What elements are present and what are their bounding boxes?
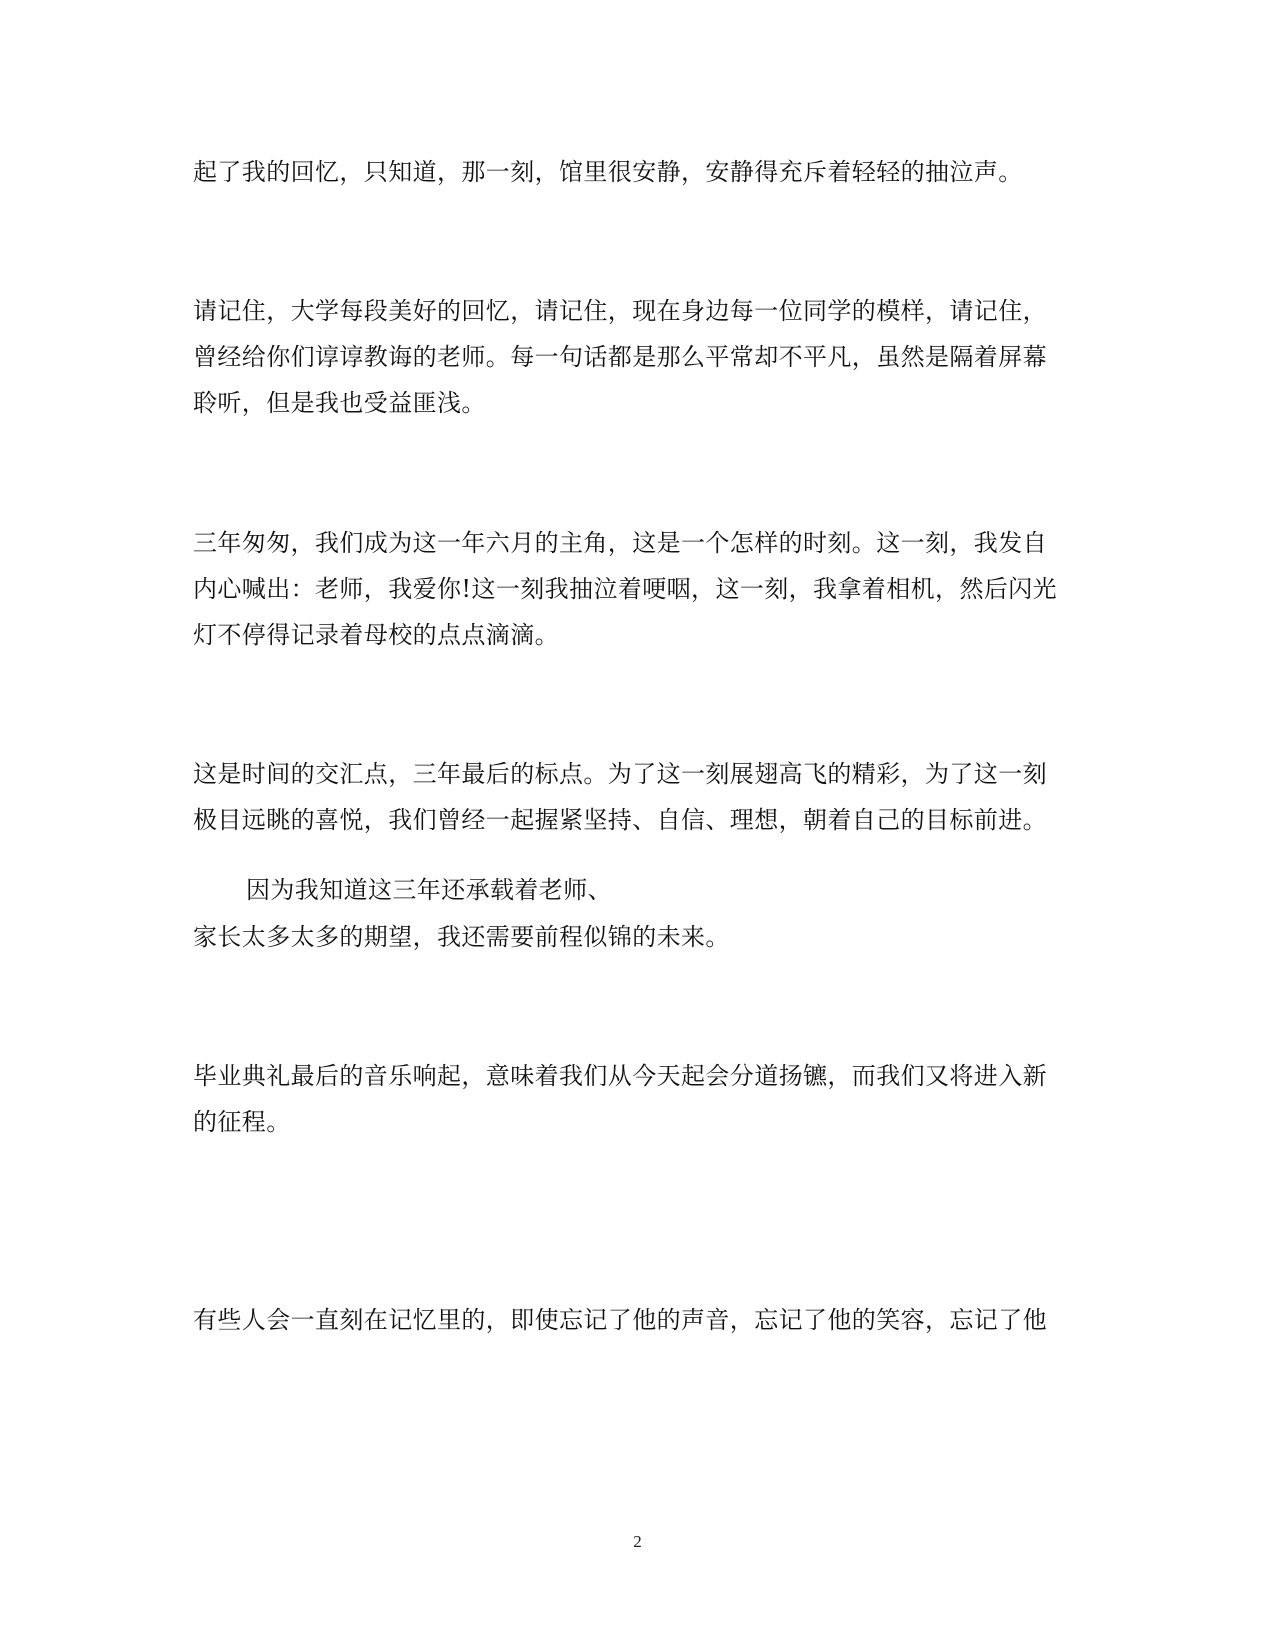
text-line: 灯不停得记录着母校的点点滴滴。 <box>193 621 559 649</box>
text-line: 这是时间的交汇点，三年最后的标点。为了这一刻展翅高飞的精彩，为了这一刻 <box>193 760 1047 788</box>
text-line: 的征程。 <box>193 1108 291 1136</box>
text-line: 起了我的回忆，只知道，那一刻，馆里很安静，安静得充斥着轻轻的抽泣声。 <box>193 158 1023 186</box>
text-line: 因为我知道这三年还承载着老师、 <box>246 876 612 904</box>
text-line: 请记住，大学每段美好的回忆，请记住，现在身边每一位同学的模样，请记住， <box>193 297 1047 325</box>
text-line: 聆听，但是我也受益匪浅。 <box>193 389 486 417</box>
text-line: 家长太多太多的期望，我还需要前程似锦的未来。 <box>193 923 730 951</box>
text-line: 曾经给你们谆谆教诲的老师。每一句话都是那么平常却不平凡，虽然是隔着屏幕 <box>193 343 1047 371</box>
text-line: 内心喊出：老师，我爱你!这一刻我抽泣着哽咽，这一刻，我拿着相机，然后闪光 <box>193 575 1058 603</box>
text-line: 毕业典礼最后的音乐响起，意味着我们从今天起会分道扬镳，而我们又将进入新 <box>193 1062 1047 1090</box>
text-line: 有些人会一直刻在记忆里的，即使忘记了他的声音，忘记了他的笑容，忘记了他 <box>193 1306 1047 1334</box>
text-line: 极目远眺的喜悦，我们曾经一起握紧坚持、自信、理想，朝着自己的目标前进。 <box>193 806 1047 834</box>
page-number: 2 <box>633 1532 642 1551</box>
text-line: 三年匆匆，我们成为这一年六月的主角，这是一个怎样的时刻。这一刻，我发自 <box>193 529 1047 557</box>
